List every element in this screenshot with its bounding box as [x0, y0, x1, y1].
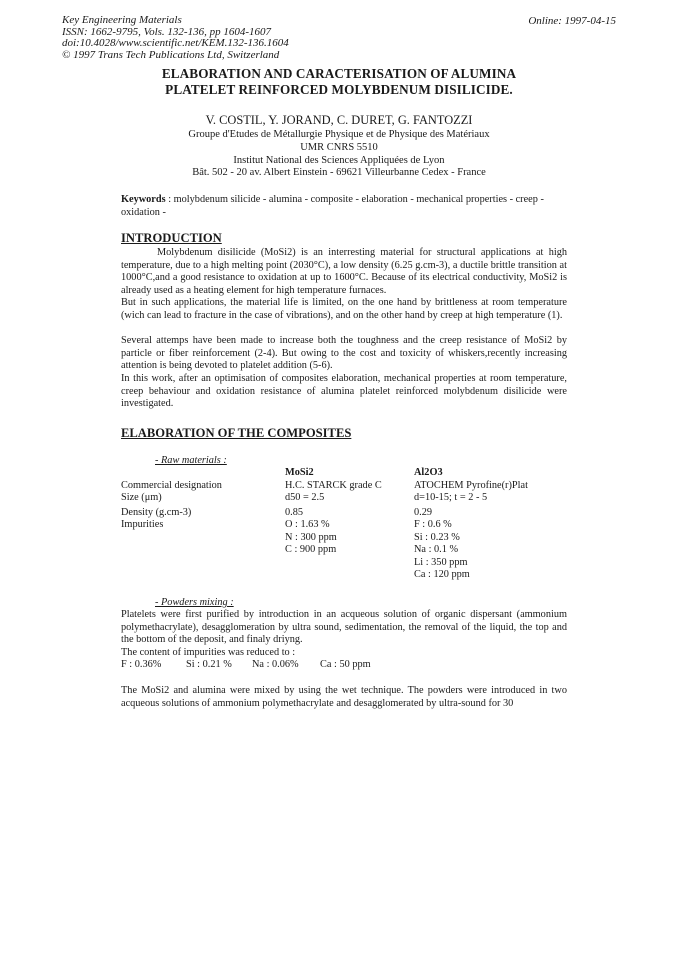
reduced-value: Si : 0.21 %	[186, 659, 232, 670]
affiliation	[0, 129, 678, 180]
row-value-al2o3: Si : 0.23 %	[414, 532, 460, 543]
row-value-al2o3: F : 0.6 %	[414, 519, 452, 530]
copyright-line: © 1997 Trans Tech Publications Ltd, Switzerland	[62, 48, 280, 61]
online-date: Online: 1997-04-15	[528, 15, 616, 27]
row-value-mosi2: 0.85	[285, 507, 304, 518]
row-label: Density (g.cm-3)	[121, 507, 192, 518]
mixing-paragraph: Platelets were first purified by introduction in an acqueous solution of organic dispersant (ammonium polymethacrylate), desagglomeration by ultra sound, sedimentation, the removal of the liquid, the top and the bottom of the deposit, and finaly driyng.	[121, 609, 567, 645]
intro-paragraph-2: But in such applications, the material life is limited, on the one hand by brittleness at room temperature (wich can lead to fracture in the case of vibrations), and on the other hand by creep at high temperature (1).	[121, 297, 567, 321]
row-value-al2o3: Li : 350 ppm	[414, 557, 468, 568]
row-value-al2o3: d=10-15; t = 2 - 5	[414, 492, 488, 503]
row-value-mosi2: C : 900 ppm	[285, 544, 337, 555]
elaboration-heading: ELABORATION OF THE COMPOSITES	[121, 426, 352, 440]
affiliation-line-4: Bât. 502 - 20 av. Albert Einstein - 69621 Villeurbanne Cedex - France	[192, 167, 486, 179]
row-value-al2o3: Na : 0.1 %	[414, 544, 459, 555]
reduced-value: Na : 0.06%	[252, 659, 299, 670]
doi-line: doi:10.4028/www.scientific.net/KEM.132-136.1604	[62, 37, 289, 49]
affiliation-line-2: UMR CNRS 5510	[300, 141, 378, 153]
title-line-1: ELABORATION AND CARACTERISATION OF ALUMINA	[161, 66, 517, 81]
title-line-2: PLATELET REINFORCED MOLYBDENUM DISILICIDE.	[165, 82, 513, 97]
keywords	[121, 194, 569, 219]
journal-header	[62, 15, 289, 61]
table-header-al2o3: Al2O3	[414, 467, 443, 478]
row-value-al2o3: 0.29	[414, 507, 433, 518]
introduction-heading: INTRODUCTION	[121, 231, 222, 245]
table-header-mosi2: MoSi2	[285, 467, 314, 478]
row-value-al2o3: ATOCHEM Pyrofine(r)Plat	[414, 480, 528, 491]
impurities-reduced-line: The content of impurities was reduced to :	[121, 647, 296, 658]
keywords-label: Keywords	[121, 194, 166, 205]
row-value-mosi2: H.C. STARCK grade C	[285, 480, 382, 491]
row-label: Impurities	[121, 519, 164, 530]
row-label: Size (μm)	[121, 492, 162, 503]
row-value-mosi2: O : 1.63 %	[285, 519, 330, 530]
row-value-mosi2: N : 300 ppm	[285, 532, 337, 543]
affiliation-line-3: Institut National des Sciences Appliquées de Lyon	[233, 154, 445, 166]
intro-paragraph-4: In this work, after an optimisation of composites elaboration, mechanical properties at room temperature, creep behaviour and oxidation resistance of alumina platelet reinforced molybdenum disilicide were investigated.	[121, 373, 567, 409]
paper-title	[0, 66, 678, 98]
row-label: Commercial designation	[121, 480, 222, 491]
issn-line: ISSN: 1662-9795, Vols. 132-136, pp 1604-1607	[62, 25, 271, 38]
authors: V. COSTIL, Y. JORAND, C. DURET, G. FANTOZZI	[205, 113, 473, 127]
reduced-values	[121, 659, 371, 670]
affiliation-line-1: Groupe d'Etudes de Métallurgie Physique et de Physique des Matériaux	[188, 129, 490, 140]
raw-materials-label: - Raw materials :	[155, 455, 227, 466]
powders-mixing-label: - Powders mixing :	[155, 597, 234, 608]
keywords-text: : molybdenum silicide - alumina - composite - elaboration - mechanical properties - creep - oxidation -	[121, 194, 544, 218]
intro-paragraph-3: Several attemps have been made to increase both the toughness and the creep resistance of MoSi2 by particle or fiber reinforcement (2-4). But owing to the cost and toxicity of whiskers,recently increasing attention is being devoted to platelet addition (5-6).	[121, 335, 567, 371]
journal-name: Key Engineering Materials	[62, 14, 182, 26]
wet-technique-paragraph: The MoSi2 and alumina were mixed by using the wet technique. The powders were introduced in two acqueous solutions of ammonium polymethacrylate and desagglomerated by ultra-sound for 30	[121, 685, 567, 709]
row-value-mosi2: d50 = 2.5	[285, 492, 325, 503]
reduced-value: F : 0.36%	[121, 659, 162, 670]
reduced-value: Ca : 50 ppm	[320, 659, 371, 670]
row-value-al2o3: Ca : 120 ppm	[414, 569, 470, 580]
intro-paragraph-1: Molybdenum disilicide (MoSi2) is an interresting material for structural applications at high temperature, due to a high melting point (2030°C), a low density (6.25 g.cm-3), a ductile brittle transition at 1000°C,and a good resistance to oxidation at up to 1600°C. Because of its electrical conductivity, MoSi2 is already used as a heating element for high temperature furnaces.	[121, 247, 567, 296]
